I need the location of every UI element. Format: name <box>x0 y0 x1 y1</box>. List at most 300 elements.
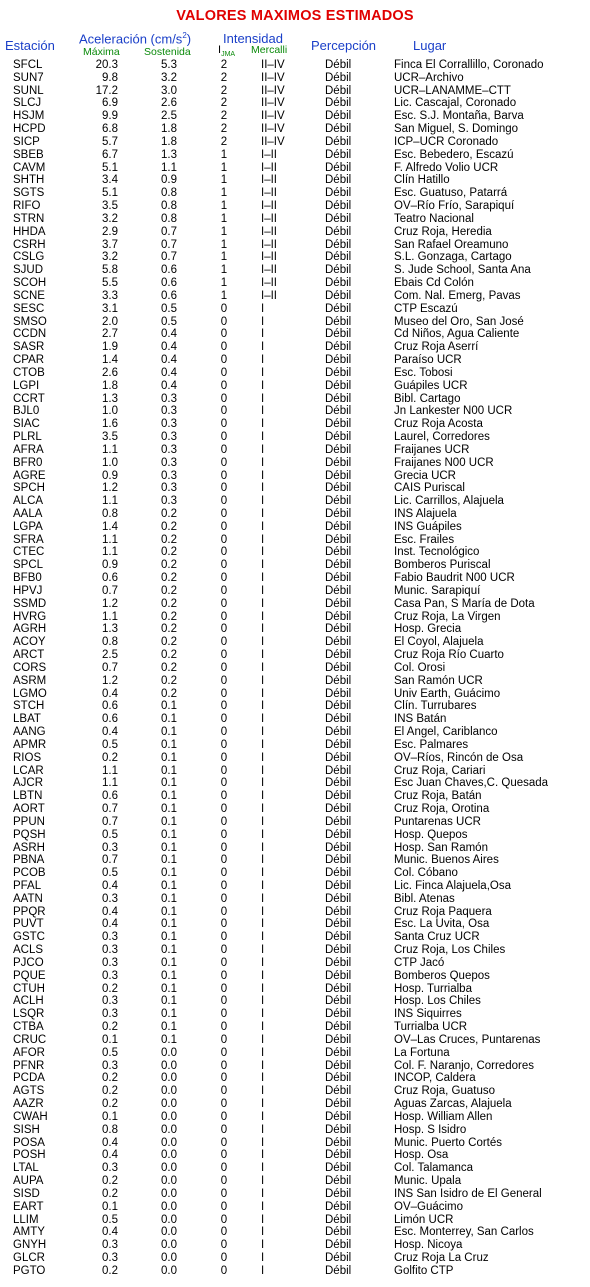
cell-sustained-accel: 0.3 <box>161 431 177 444</box>
table-row <box>0 970 590 983</box>
table-row <box>0 585 590 598</box>
cell-perception: Débil <box>325 443 352 456</box>
cell-perception: Débil <box>325 225 352 238</box>
cell-ijma: 0 <box>220 841 228 854</box>
table-row <box>0 1085 590 1098</box>
cell-mercalli: I <box>261 379 265 392</box>
cell-station: BJL0 <box>13 405 40 418</box>
cell-ijma: 0 <box>220 392 228 405</box>
cell-perception: Débil <box>325 84 352 97</box>
cell-ijma: 0 <box>220 815 228 828</box>
cell-perception: Débil <box>325 1046 352 1059</box>
cell-location: S.L. Gonzaga, Cartago <box>394 251 512 264</box>
cell-station: STRN <box>13 212 45 225</box>
cell-perception: Débil <box>325 1059 352 1072</box>
cell-perception: Débil <box>325 1162 352 1175</box>
cell-ijma: 0 <box>220 533 228 546</box>
cell-station: SMSO <box>13 315 47 328</box>
cell-perception: Débil <box>325 507 352 520</box>
cell-station: LGMO <box>13 687 47 700</box>
table-row <box>0 546 590 559</box>
cell-max-accel: 3.7 <box>102 238 118 251</box>
cell-mercalli: I <box>261 1136 265 1149</box>
cell-ijma: 0 <box>220 1226 228 1239</box>
cell-location: La Fortuna <box>394 1046 450 1059</box>
cell-max-accel: 0.4 <box>102 1226 118 1239</box>
cell-perception: Débil <box>325 533 352 546</box>
cell-ijma: 0 <box>220 482 228 495</box>
cell-location: Puntarenas UCR <box>394 815 481 828</box>
cell-ijma: 2 <box>220 84 228 97</box>
table-row <box>0 713 590 726</box>
cell-ijma: 0 <box>220 1098 228 1111</box>
cell-location: Col. Cóbano <box>394 867 458 880</box>
cell-sustained-accel: 0.3 <box>161 469 177 482</box>
table-row <box>0 264 590 277</box>
cell-perception: Débil <box>325 392 352 405</box>
header-aceleracion-text: Aceleración (cm/s <box>79 31 183 47</box>
cell-station: LGPA <box>13 520 43 533</box>
cell-sustained-accel: 0.0 <box>161 1252 177 1265</box>
cell-max-accel: 0.2 <box>102 1187 118 1200</box>
cell-station: ALCA <box>13 495 44 508</box>
cell-perception: Débil <box>325 1033 352 1046</box>
cell-perception: Débil <box>325 328 352 341</box>
cell-perception: Débil <box>325 431 352 444</box>
cell-perception: Débil <box>325 1021 352 1034</box>
cell-mercalli: I <box>261 482 265 495</box>
cell-perception: Débil <box>325 931 352 944</box>
cell-perception: Débil <box>325 546 352 559</box>
cell-location: INS Batán <box>394 713 447 726</box>
cell-sustained-accel: 0.3 <box>161 495 177 508</box>
cell-sustained-accel: 0.2 <box>161 610 177 623</box>
cell-perception: Débil <box>325 751 352 764</box>
cell-mercalli: I–II <box>261 212 277 225</box>
cell-perception: Débil <box>325 905 352 918</box>
cell-station: RIOS <box>13 751 42 764</box>
cell-perception: Débil <box>325 1252 352 1265</box>
cell-ijma: 0 <box>220 1252 228 1265</box>
cell-sustained-accel: 0.6 <box>161 264 177 277</box>
cell-station: EART <box>13 1200 44 1213</box>
cell-station: AAZR <box>13 1098 44 1111</box>
subheader-maxima: Máxima <box>83 46 120 58</box>
cell-location: UCR–Archivo <box>394 71 464 84</box>
cell-sustained-accel: 0.4 <box>161 354 177 367</box>
cell-location: Golfito CTP <box>394 1264 454 1277</box>
cell-station: CTBA <box>13 1021 44 1034</box>
cell-max-accel: 6.9 <box>102 97 118 110</box>
cell-mercalli: I <box>261 546 265 559</box>
cell-perception: Débil <box>325 969 352 982</box>
table-row <box>0 1124 590 1137</box>
table-row <box>0 1265 590 1278</box>
subheader-ijma <box>218 44 235 58</box>
table-row <box>0 405 590 418</box>
cell-max-accel: 0.6 <box>102 572 118 585</box>
cell-max-accel: 0.3 <box>102 1162 118 1175</box>
cell-station: CCDN <box>13 328 47 341</box>
cell-station: CRUC <box>13 1033 47 1046</box>
table-row <box>0 867 590 880</box>
cell-perception: Débil <box>325 1123 352 1136</box>
cell-station: POSH <box>13 1149 46 1162</box>
cell-ijma: 0 <box>220 969 228 982</box>
cell-sustained-accel: 0.4 <box>161 366 177 379</box>
cell-ijma: 0 <box>220 1187 228 1200</box>
cell-location: Esc. S.J. Montaña, Barva <box>394 110 524 123</box>
cell-perception: Débil <box>325 803 352 816</box>
ijma-letter: I <box>218 44 222 56</box>
cell-location: Hosp. S Isidro <box>394 1123 467 1136</box>
cell-location: Laurel, Corredores <box>394 431 490 444</box>
cell-mercalli: I–II <box>261 200 277 213</box>
cell-sustained-accel: 1.1 <box>161 161 177 174</box>
cell-location: Fraijanes UCR <box>394 443 470 456</box>
cell-location: Cd Niños, Agua Caliente <box>394 328 520 341</box>
cell-station: PBNA <box>13 854 45 867</box>
cell-station: AJCR <box>13 777 44 790</box>
table-row <box>0 765 590 778</box>
table-row <box>0 662 590 675</box>
cell-station: PCDA <box>13 1072 45 1085</box>
cell-perception: Débil <box>325 995 352 1008</box>
cell-perception: Débil <box>325 764 352 777</box>
table-row <box>0 598 590 611</box>
cell-ijma: 0 <box>220 623 228 636</box>
cell-ijma: 0 <box>220 828 228 841</box>
cell-location: Munic. Upala <box>394 1175 462 1188</box>
cell-ijma: 2 <box>220 135 228 148</box>
cell-max-accel: 0.3 <box>102 1239 118 1252</box>
cell-ijma: 0 <box>220 636 228 649</box>
cell-mercalli: II–IV <box>261 97 285 110</box>
cell-max-accel: 0.2 <box>102 1021 118 1034</box>
table-row <box>0 649 590 662</box>
cell-max-accel: 0.8 <box>102 1123 118 1136</box>
cell-mercalli: I <box>261 1264 265 1277</box>
cell-max-accel: 0.2 <box>102 1085 118 1098</box>
cell-ijma: 0 <box>220 559 228 572</box>
table-row <box>0 97 590 110</box>
table-row <box>0 174 590 187</box>
cell-mercalli: I <box>261 597 265 610</box>
cell-max-accel: 1.3 <box>102 623 118 636</box>
cell-ijma: 2 <box>220 123 228 136</box>
cell-mercalli: I <box>261 931 265 944</box>
cell-station: SSMD <box>13 597 47 610</box>
cell-perception: Débil <box>325 815 352 828</box>
cell-mercalli: I <box>261 995 265 1008</box>
cell-sustained-accel: 0.2 <box>161 507 177 520</box>
cell-mercalli: I <box>261 867 265 880</box>
cell-ijma: 0 <box>220 867 228 880</box>
table-row <box>0 995 590 1008</box>
header-aceleracion-sup: 2 <box>182 31 187 40</box>
header-aceleracion <box>79 31 191 46</box>
cell-mercalli: I–II <box>261 225 277 238</box>
cell-perception: Débil <box>325 1239 352 1252</box>
table-row <box>0 1060 590 1073</box>
cell-station: PLRL <box>13 431 42 444</box>
cell-perception: Débil <box>325 482 352 495</box>
cell-max-accel: 0.3 <box>102 956 118 969</box>
cell-max-accel: 1.1 <box>102 777 118 790</box>
cell-ijma: 0 <box>220 803 228 816</box>
cell-mercalli: I <box>261 1008 265 1021</box>
cell-location: Com. Nal. Emerg, Pavas <box>394 289 521 302</box>
cell-mercalli: I <box>261 443 265 456</box>
cell-perception: Débil <box>325 982 352 995</box>
cell-ijma: 0 <box>220 982 228 995</box>
cell-ijma: 0 <box>220 456 228 469</box>
cell-sustained-accel: 0.0 <box>161 1085 177 1098</box>
cell-max-accel: 0.4 <box>102 905 118 918</box>
cell-perception: Débil <box>325 1008 352 1021</box>
cell-station: LBTN <box>13 790 43 803</box>
cell-mercalli: I–II <box>261 251 277 264</box>
cell-sustained-accel: 0.0 <box>161 1149 177 1162</box>
cell-max-accel: 0.5 <box>102 738 118 751</box>
cell-max-accel: 0.7 <box>102 661 118 674</box>
cell-station: GNYH <box>13 1239 47 1252</box>
cell-ijma: 0 <box>220 1213 228 1226</box>
cell-max-accel: 5.1 <box>102 187 118 200</box>
cell-perception: Débil <box>325 212 352 225</box>
table-row <box>0 1175 590 1188</box>
cell-sustained-accel: 0.1 <box>161 1033 177 1046</box>
page-title: VALORES MAXIMOS ESTIMADOS <box>176 8 414 24</box>
cell-ijma: 1 <box>220 264 228 277</box>
cell-ijma: 0 <box>220 1085 228 1098</box>
cell-max-accel: 0.6 <box>102 713 118 726</box>
cell-ijma: 1 <box>220 277 228 290</box>
cell-location: Limón UCR <box>394 1213 454 1226</box>
cell-mercalli: I <box>261 905 265 918</box>
cell-mercalli: I <box>261 1226 265 1239</box>
cell-location: Cruz Roja La Cruz <box>394 1252 489 1265</box>
cell-sustained-accel: 1.8 <box>161 135 177 148</box>
cell-station: APMR <box>13 738 47 751</box>
table-row <box>0 200 590 213</box>
cell-location: Lic. Cascajal, Coronado <box>394 97 517 110</box>
cell-perception: Débil <box>325 687 352 700</box>
cell-sustained-accel: 0.1 <box>161 713 177 726</box>
cell-perception: Débil <box>325 1226 352 1239</box>
cell-mercalli: I <box>261 828 265 841</box>
cell-location: Esc. Guatuso, Patarrá <box>394 187 508 200</box>
cell-location: Esc. Bebedero, Escazú <box>394 148 514 161</box>
cell-mercalli: I <box>261 354 265 367</box>
table-row <box>0 495 590 508</box>
cell-location: CAIS Puriscal <box>394 482 465 495</box>
cell-station: CTEC <box>13 546 45 559</box>
cell-mercalli: I <box>261 610 265 623</box>
cell-mercalli: I <box>261 854 265 867</box>
cell-station: SCNE <box>13 289 45 302</box>
cell-location: Cruz Roja Paquera <box>394 905 492 918</box>
cell-station: AFOR <box>13 1046 45 1059</box>
cell-sustained-accel: 0.7 <box>161 238 177 251</box>
cell-max-accel: 0.4 <box>102 918 118 931</box>
cell-max-accel: 1.2 <box>102 674 118 687</box>
cell-station: SBEB <box>13 148 44 161</box>
cell-mercalli: I <box>261 803 265 816</box>
cell-mercalli: I <box>261 1123 265 1136</box>
cell-perception: Débil <box>325 379 352 392</box>
cell-station: PFAL <box>13 880 42 892</box>
cell-ijma: 1 <box>220 148 228 161</box>
cell-ijma: 2 <box>220 71 228 84</box>
cell-station: SUNL <box>13 84 44 97</box>
cell-mercalli: I <box>261 559 265 572</box>
cell-station: SISH <box>13 1123 40 1136</box>
cell-perception: Débil <box>325 918 352 931</box>
cell-sustained-accel: 0.0 <box>161 1162 177 1175</box>
cell-perception: Débil <box>325 302 352 315</box>
cell-sustained-accel: 0.1 <box>161 854 177 867</box>
cell-mercalli: I <box>261 1149 265 1162</box>
cell-ijma: 0 <box>220 597 228 610</box>
cell-sustained-accel: 0.1 <box>161 1021 177 1034</box>
cell-sustained-accel: 0.1 <box>161 956 177 969</box>
cell-ijma: 1 <box>220 289 228 302</box>
cell-location: Hosp. Nicoya <box>394 1239 463 1252</box>
cell-sustained-accel: 0.6 <box>161 277 177 290</box>
cell-perception: Débil <box>325 123 352 136</box>
cell-station: AFRA <box>13 443 44 456</box>
cell-location: OV–Río Frío, Sarapiquí <box>394 200 515 213</box>
cell-mercalli: I <box>261 1046 265 1059</box>
cell-perception: Débil <box>325 713 352 726</box>
cell-mercalli: I <box>261 520 265 533</box>
table-row <box>0 675 590 688</box>
cell-ijma: 0 <box>220 379 228 392</box>
cell-max-accel: 0.4 <box>102 880 118 892</box>
cell-station: SUN7 <box>13 71 44 84</box>
cell-station: AGRH <box>13 623 47 636</box>
cell-ijma: 0 <box>220 495 228 508</box>
cell-mercalli: I <box>261 777 265 790</box>
cell-mercalli: I <box>261 418 265 431</box>
cell-mercalli: I <box>261 674 265 687</box>
cell-mercalli: II–IV <box>261 110 285 123</box>
cell-max-accel: 2.0 <box>102 315 118 328</box>
cell-sustained-accel: 0.2 <box>161 597 177 610</box>
cell-sustained-accel: 0.4 <box>161 328 177 341</box>
table-row <box>0 1008 590 1021</box>
cell-perception: Débil <box>325 520 352 533</box>
table-row <box>0 354 590 367</box>
table-row <box>0 508 590 521</box>
table-row <box>0 226 590 239</box>
cell-max-accel: 0.4 <box>102 1136 118 1149</box>
cell-sustained-accel: 0.1 <box>161 880 177 892</box>
cell-mercalli: I <box>261 456 265 469</box>
cell-ijma: 0 <box>220 1110 228 1123</box>
cell-mercalli: II–IV <box>261 123 285 136</box>
cell-perception: Débil <box>325 289 352 302</box>
cell-perception: Débil <box>325 1175 352 1188</box>
cell-max-accel: 0.2 <box>102 1098 118 1111</box>
cell-ijma: 1 <box>220 212 228 225</box>
cell-location: INS Siquirres <box>394 1008 462 1021</box>
cell-max-accel: 0.6 <box>102 700 118 713</box>
table-row <box>0 611 590 624</box>
table-row <box>0 1072 590 1085</box>
table-row <box>0 623 590 636</box>
cell-location: Hosp. San Ramón <box>394 841 488 854</box>
cell-perception: Débil <box>325 341 352 354</box>
table-row <box>0 1149 590 1162</box>
cell-sustained-accel: 0.1 <box>161 1008 177 1021</box>
cell-perception: Débil <box>325 1264 352 1277</box>
cell-mercalli: I <box>261 1239 265 1252</box>
cell-mercalli: I <box>261 1162 265 1175</box>
table-row <box>0 1162 590 1175</box>
cell-station: SPCH <box>13 482 45 495</box>
cell-max-accel: 6.8 <box>102 123 118 136</box>
cell-ijma: 0 <box>220 1021 228 1034</box>
cell-ijma: 0 <box>220 649 228 662</box>
cell-mercalli: I <box>261 495 265 508</box>
cell-max-accel: 0.3 <box>102 1008 118 1021</box>
cell-location: San Rafael Oreamuno <box>394 238 509 251</box>
table-row <box>0 842 590 855</box>
cell-max-accel: 0.2 <box>102 751 118 764</box>
cell-sustained-accel: 0.8 <box>161 187 177 200</box>
cell-ijma: 0 <box>220 777 228 790</box>
cell-mercalli: I <box>261 1021 265 1034</box>
table-row <box>0 1137 590 1150</box>
cell-ijma: 0 <box>220 1136 228 1149</box>
cell-station: GSTC <box>13 931 45 944</box>
cell-max-accel: 0.7 <box>102 803 118 816</box>
cell-max-accel: 1.1 <box>102 495 118 508</box>
cell-perception: Débil <box>325 148 352 161</box>
cell-ijma: 1 <box>220 174 228 187</box>
cell-mercalli: I <box>261 1252 265 1265</box>
cell-location: Lic. Carrillos, Alajuela <box>394 495 504 508</box>
cell-ijma: 0 <box>220 674 228 687</box>
table-row <box>0 880 590 893</box>
cell-sustained-accel: 0.2 <box>161 546 177 559</box>
table-row <box>0 521 590 534</box>
cell-station: HPVJ <box>13 584 43 597</box>
cell-mercalli: I <box>261 841 265 854</box>
cell-ijma: 0 <box>220 469 228 482</box>
table-row <box>0 431 590 444</box>
cell-ijma: 0 <box>220 1033 228 1046</box>
cell-max-accel: 0.4 <box>102 687 118 700</box>
cell-sustained-accel: 0.3 <box>161 456 177 469</box>
cell-perception: Débil <box>325 1213 352 1226</box>
cell-station: SISD <box>13 1187 40 1200</box>
cell-max-accel: 9.8 <box>102 71 118 84</box>
table-row <box>0 752 590 765</box>
cell-mercalli: I <box>261 1175 265 1188</box>
table-row <box>0 1239 590 1252</box>
cell-mercalli: I–II <box>261 187 277 200</box>
cell-location: INS Guápiles <box>394 520 462 533</box>
cell-ijma: 1 <box>220 200 228 213</box>
cell-station: PQSH <box>13 828 46 841</box>
cell-mercalli: I <box>261 944 265 957</box>
table-row <box>0 328 590 341</box>
cell-perception: Débil <box>325 1187 352 1200</box>
cell-sustained-accel: 2.6 <box>161 97 177 110</box>
